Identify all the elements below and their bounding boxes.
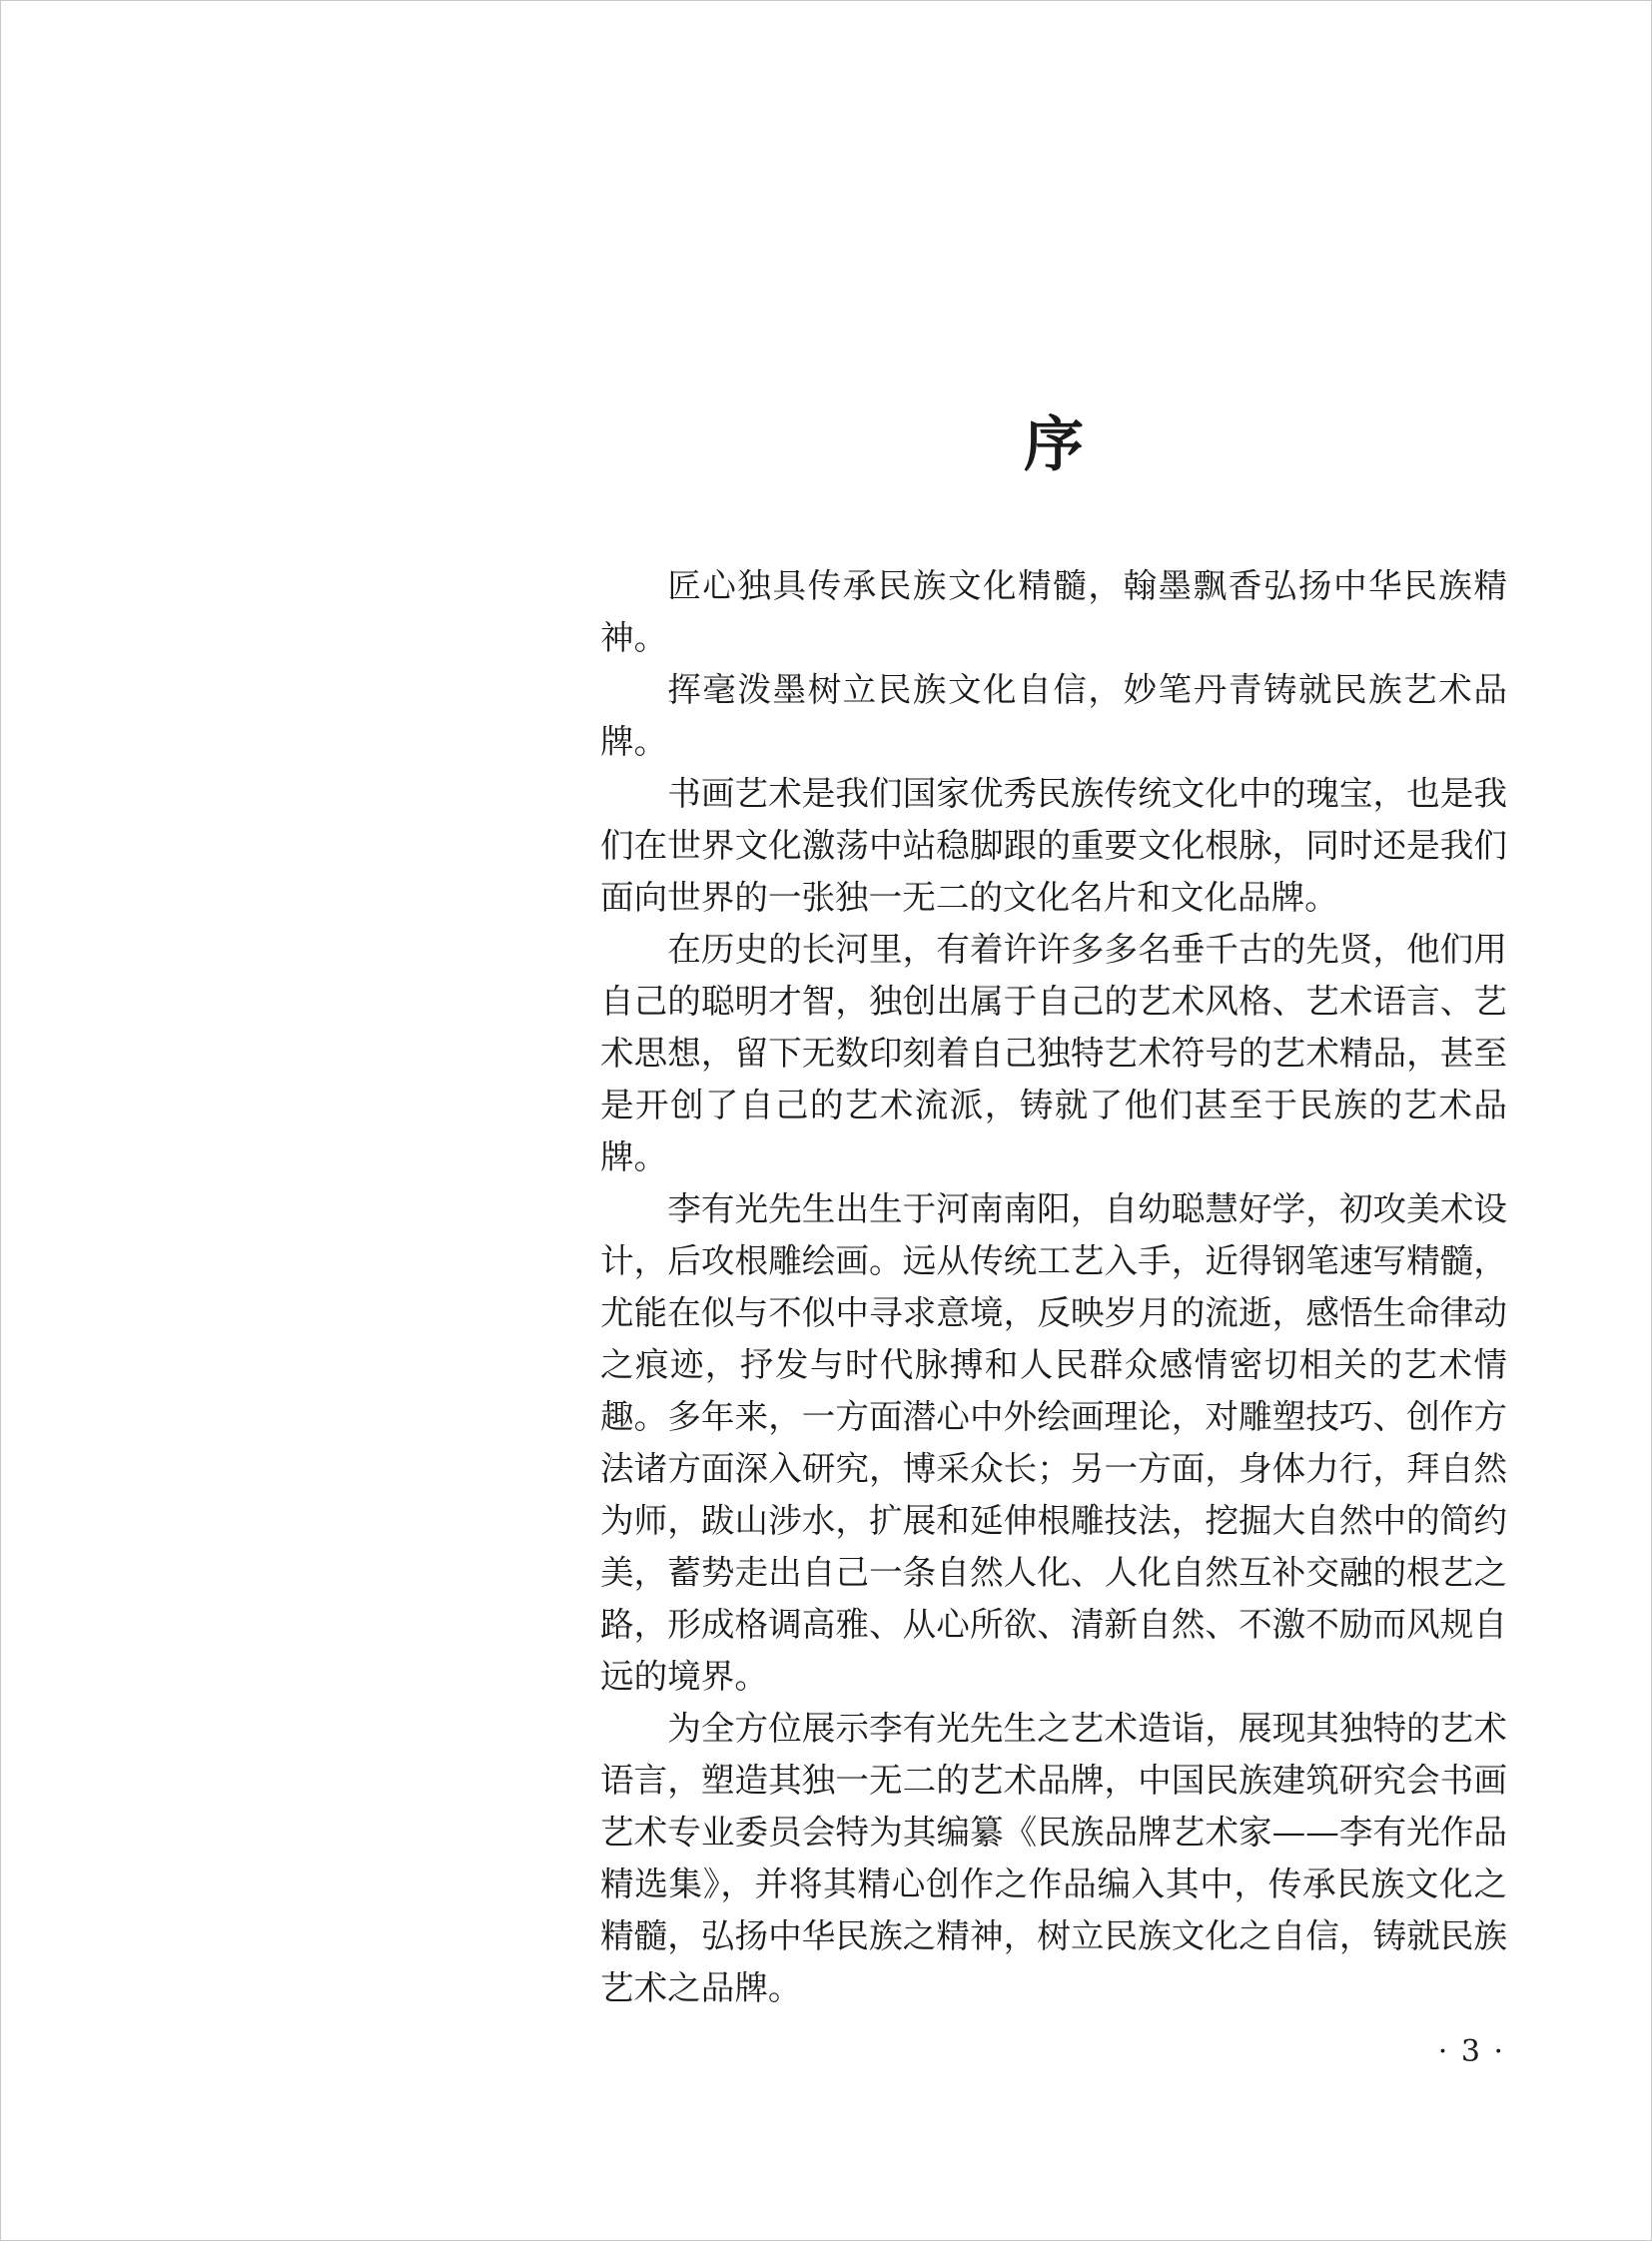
paragraph-2: 挥毫泼墨树立民族文化自信，妙笔丹青铸就民族艺术品牌。 (600, 670, 1507, 761)
paragraph-1: 匠心独具传承民族文化精髓，翰墨飘香弘扬中华民族精神。 (600, 566, 1507, 657)
paragraph-4: 在历史的长河里，有着许许多多名垂千古的先贤，他们用自己的聪明才智，独创出属于自己的艺术风格、艺术语言、艺术思想，留下无数印刻着自己独特艺术符号的艺术精品，甚至是开创了自己的艺术流派，铸就了他们甚至于民族的艺术品牌。 (600, 930, 1507, 1176)
preface-body (600, 560, 1507, 2014)
paragraph-3: 书画艺术是我们国家优秀民族传统文化中的瑰宝，也是我们在世界文化激荡中站稳脚跟的重要文化根脉，同时还是我们面向世界的一张独一无二的文化名片和文化品牌。 (600, 774, 1507, 917)
paragraph-5: 李有光先生出生于河南南阳，自幼聪慧好学，初攻美术设计，后攻根雕绘画。远从传统工艺入手，近得钢笔速写精髓，尤能在似与不似中寻求意境，反映岁月的流逝，感悟生命律动之痕迹，抒发与时代脉搏和人民群众感情密切相关的艺术情趣。多年来，一方面潜心中外绘画理论，对雕塑技巧、创作方法诸方面深入研究，博采众长；另一方面，身体力行，拜自然为师，跋山涉水，扩展和延伸根雕技法，挖掘大自然中的简约美，蓄势走出自己一条自然人化、人化自然互补交融的根艺之路，形成格调高雅、从心所欲、清新自然、不激不励而风规自远的境界。 (600, 1189, 1507, 1696)
page-title: 序 (1024, 410, 1084, 480)
page-number: · 3 · (1437, 2034, 1505, 2069)
paragraph-6: 为全方位展示李有光先生之艺术造诣，展现其独特的艺术语言，塑造其独一无二的艺术品牌，中国民族建筑研究会书画艺术专业委员会特为其编纂《民族品牌艺术家——李有光作品精选集》，并将其精心创作之作品编入其中，传承民族文化之精髓，弘扬中华民族之精神，树立民族文化之自信，铸就民族艺术之品牌。 (600, 1709, 1507, 2007)
